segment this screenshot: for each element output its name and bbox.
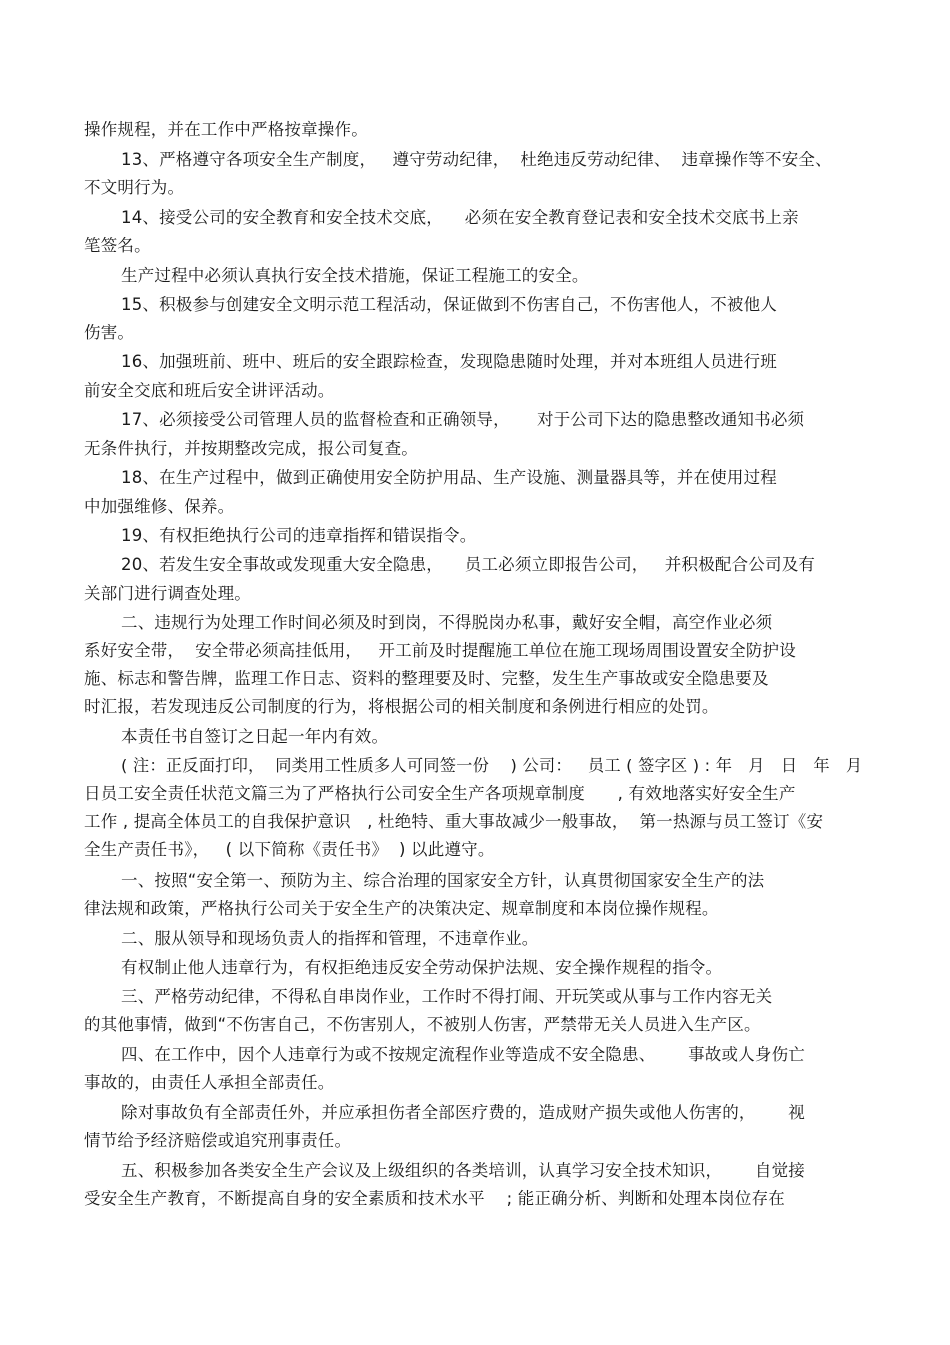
text-line: 伤害。	[84, 323, 135, 342]
text-line: 系好安全带， 安全带必须高挂低用， 开工前及时提醒施工单位在施工现场周围设置安全防护设	[84, 641, 796, 660]
text-line: 情节给予经济赔偿或追究刑事责任。	[84, 1131, 352, 1150]
text-line: 四、在工作中，因个人违章行为或不按规定流程作业等造成不安全隐患、 事故或人身伤亡	[121, 1045, 805, 1064]
text-line: 有权制止他人违章行为，有权拒绝违反安全劳动保护法规、安全操作规程的指令。	[121, 958, 723, 977]
text-line: 不文明行为。	[84, 178, 185, 197]
text-line: 15、积极参与创建安全文明示范工程活动，保证做到不伤害自己，不伤害他人，不被他人	[121, 295, 777, 314]
text-line: ( 注：正反面打印， 同类用工性质多人可同签一份 ) 公司： 员工 ( 签字区 ) : 年 月 日 年 月	[121, 756, 863, 775]
text-line: 的其他事情，做到“不伤害自己，不伤害别人，不被别人伤害，严禁带无关人员进入生产区。	[84, 1015, 761, 1034]
text-line: 本责任书自签订之日起一年内有效。	[121, 727, 389, 746]
text-line: 20、若发生安全事故或发现重大安全隐患， 员工必须立即报告公司， 并积极配合公司及有	[121, 555, 816, 574]
text-line: 无条件执行，并按期整改完成，报公司复查。	[84, 439, 418, 458]
text-line: 生产过程中必须认真执行安全技术措施，保证工程施工的安全。	[121, 266, 589, 285]
text-line: 三、严格劳动纪律，不得私自串岗作业，工作时不得打闹、开玩笑或从事与工作内容无关	[121, 987, 773, 1006]
text-line: 19、有权拒绝执行公司的违章指挥和错误指令。	[121, 526, 477, 545]
text-line: 前安全交底和班后安全讲评活动。	[84, 381, 335, 400]
text-line: 关部门进行调查处理。	[84, 584, 251, 603]
text-line: 18、在生产过程中，做到正确使用安全防护用品、生产设施、测量器具等，并在使用过程	[121, 468, 777, 487]
text-line: 工作 , 提高全体员工的自我保护意识 , 杜绝特、重大事故减少一般事故， 第一热源与员工签订《安	[84, 812, 824, 831]
text-line: 16、加强班前、班中、班后的安全跟踪检查，发现隐患随时处理，并对本班组人员进行班	[121, 352, 777, 371]
text-line: 五、积极参加各类安全生产会议及上级组织的各类培训，认真学习安全技术知识， 自觉接	[121, 1161, 805, 1180]
text-line: 施、标志和警告牌，监理工作日志、资料的整理要及时、完整，发生生产事故或安全隐患要及	[84, 669, 769, 688]
text-line: 事故的，由责任人承担全部责任。	[84, 1073, 335, 1092]
text-line: 日员工安全责任状范文篇三为了严格执行公司安全生产各项规章制度 , 有效地落实好安全生产	[84, 784, 796, 803]
text-line: 一、按照“安全第一、预防为主、综合治理的国家安全方针，认真贯彻国家安全生产的法	[121, 871, 765, 890]
text-line: 除对事故负有全部责任外，并应承担伤者全部医疗费的，造成财产损失或他人伤害的， 视	[121, 1103, 805, 1122]
text-line: 全生产责任书》， ( 以下简称《责任书》 ) 以此遵守。	[84, 840, 495, 859]
text-line: 二、违规行为处理工作时间必须及时到岗，不得脱岗办私事，戴好安全帽，高空作业必须	[121, 613, 773, 632]
text-line: 律法规和政策，严格执行公司关于安全生产的决策决定、规章制度和本岗位操作规程。	[84, 899, 719, 918]
text-line: 操作规程，并在工作中严格按章操作。	[84, 120, 368, 139]
text-line: 笔签名。	[84, 236, 151, 255]
text-line: 17、必须接受公司管理人员的监督检查和正确领导， 对于公司下达的隐患整改通知书必须	[121, 410, 805, 429]
text-line: 二、服从领导和现场负责人的指挥和管理，不违章作业。	[121, 929, 539, 948]
text-line: 受安全生产教育，不断提高自身的安全素质和技术水平 ; 能正确分析、判断和处理本岗位存在	[84, 1189, 785, 1208]
text-line: 13、严格遵守各项安全生产制度， 遵守劳动纪律， 杜绝违反劳动纪律、 违章操作等不安全、	[121, 150, 832, 169]
text-line: 中加强维修、保养。	[84, 497, 235, 516]
text-line: 14、接受公司的安全教育和安全技术交底， 必须在安全教育登记表和安全技术交底书上亲	[121, 208, 799, 227]
text-line: 时汇报，若发现违反公司制度的行为，将根据公司的相关制度和条例进行相应的处罚。	[84, 697, 719, 716]
